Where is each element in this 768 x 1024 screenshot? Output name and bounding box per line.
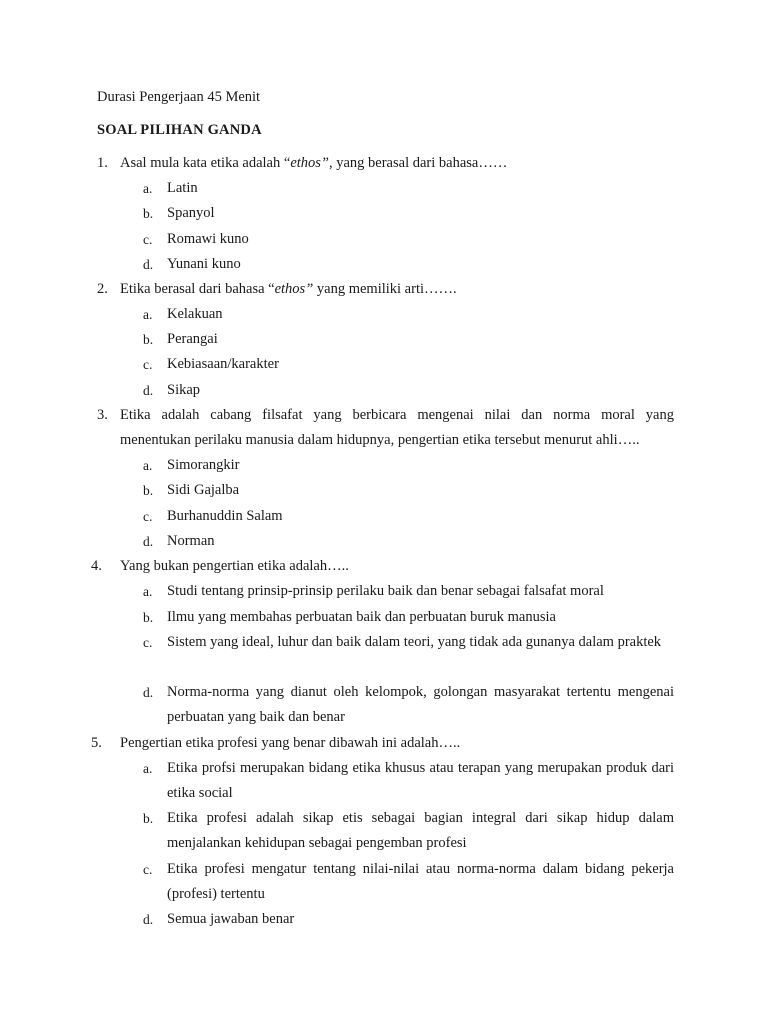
option-text: Romawi kuno (167, 231, 249, 247)
question-number: 2. (97, 281, 108, 297)
question-dots: ….. (617, 432, 640, 448)
option-4a (143, 579, 674, 604)
option-letter: a. (143, 458, 153, 473)
option-letter: a. (143, 584, 153, 599)
option-letter: d. (143, 912, 154, 927)
option-letter: d. (143, 383, 154, 398)
option-letter: b. (143, 811, 154, 826)
question-text: yang berasal dari bahasa (332, 155, 479, 171)
question-text: Yang bukan pengertian etika adalah (120, 558, 328, 574)
question-italic-term: ethos” (274, 281, 314, 297)
option-5c (143, 857, 674, 908)
option-4d (143, 680, 674, 731)
question-number: 5. (91, 735, 102, 751)
question-5 (91, 731, 674, 756)
option-letter: c. (143, 635, 153, 650)
option-letter: b. (143, 206, 154, 221)
option-text: Norman (167, 533, 215, 549)
option-letter: d. (143, 534, 154, 549)
question-dots: …… (478, 155, 508, 171)
question-number: 1. (97, 155, 108, 171)
question-number: 3. (97, 407, 108, 423)
option-text: Norma-norma yang dianut oleh kelompok, golongan masyarakat tertentu mengenai perbuatan yang baik dan benar (167, 684, 674, 726)
option-1d (143, 252, 674, 277)
option-1b (143, 201, 674, 226)
option-text: Etika profesi adalah sikap etis sebagai bagian integral dari sikap hidup dalam menjalankan kehidupan sebagai pengemban profesi (167, 810, 674, 852)
duration-text: Durasi Pengerjaan 45 Menit (97, 89, 261, 105)
option-4b (143, 605, 674, 630)
option-text: Latin (167, 180, 198, 196)
option-letter: b. (143, 610, 154, 625)
question-3-line-2 (120, 428, 674, 453)
question-italic-term: ethos”, (290, 155, 333, 171)
option-text: Yunani kuno (167, 256, 241, 272)
option-4c (143, 630, 674, 655)
question-dots: ….. (438, 735, 461, 751)
option-text: Kebiasaan/karakter (167, 356, 279, 372)
option-text: Ilmu yang membahas perbuatan baik dan perbuatan buruk manusia (167, 609, 556, 625)
option-text: Burhanuddin Salam (167, 508, 283, 524)
option-1a (143, 176, 674, 201)
option-letter: c. (143, 232, 153, 247)
question-1 (97, 151, 674, 176)
option-text: Sistem yang ideal, luhur dan baik dalam teori, yang tidak ada gunanya dalam praktek (167, 634, 662, 650)
option-3d (143, 529, 674, 554)
option-2b (143, 327, 674, 352)
option-text: Kelakuan (167, 306, 223, 322)
option-5b (143, 806, 674, 857)
question-text: menentukan perilaku manusia dalam hidupnya, pengertian etika tersebut menurut ahli (120, 432, 618, 448)
option-text: Studi tentang prinsip-prinsip perilaku baik dan benar sebagai falsafat moral (167, 583, 604, 599)
option-text: Sidi Gajalba (167, 482, 240, 498)
option-text: Etika profsi merupakan bidang etika khusus atau terapan yang merupakan produk dari etika social (167, 760, 674, 802)
option-letter: d. (143, 257, 154, 272)
question-3-line-1 (97, 403, 674, 428)
option-letter: a. (143, 181, 153, 196)
option-text: Etika profesi mengatur tentang nilai-nilai atau norma-norma dalam bidang pekerja (profesi) tertentu (167, 861, 674, 903)
option-text: Perangai (167, 331, 218, 347)
option-3a (143, 453, 674, 478)
option-letter: c. (143, 862, 153, 877)
question-dots: ….. (327, 558, 349, 574)
question-number: 4. (91, 558, 102, 574)
option-text: Sikap (167, 382, 201, 398)
option-3b (143, 478, 674, 503)
question-text: Etika berasal dari bahasa “ (120, 281, 275, 297)
option-text: Simorangkir (167, 457, 240, 473)
option-2a (143, 302, 674, 327)
option-1c (143, 227, 674, 252)
option-letter: a. (143, 307, 153, 322)
question-dots: ……. (424, 281, 457, 297)
option-2d (143, 378, 674, 403)
option-5a (143, 756, 674, 807)
section-heading: SOAL PILIHAN GANDA (97, 122, 262, 138)
option-3c (143, 504, 674, 529)
question-text: yang memiliki arti (313, 281, 425, 297)
question-2 (97, 277, 674, 302)
option-letter: b. (143, 332, 154, 347)
option-letter: b. (143, 483, 154, 498)
option-letter: d. (143, 685, 154, 700)
question-4 (91, 554, 674, 579)
option-text: Semua jawaban benar (167, 911, 295, 927)
question-text: Pengertian etika profesi yang benar dibawah ini adalah (120, 735, 439, 751)
option-2c (143, 352, 674, 377)
question-text: Etika adalah cabang filsafat yang berbicara mengenai nilai dan norma moral yang (120, 407, 674, 423)
option-letter: a. (143, 761, 153, 776)
question-text: Asal mula kata etika adalah “ (120, 155, 291, 171)
option-letter: c. (143, 509, 153, 524)
option-letter: c. (143, 357, 153, 372)
option-text: Spanyol (167, 205, 215, 221)
option-5d (143, 907, 674, 932)
